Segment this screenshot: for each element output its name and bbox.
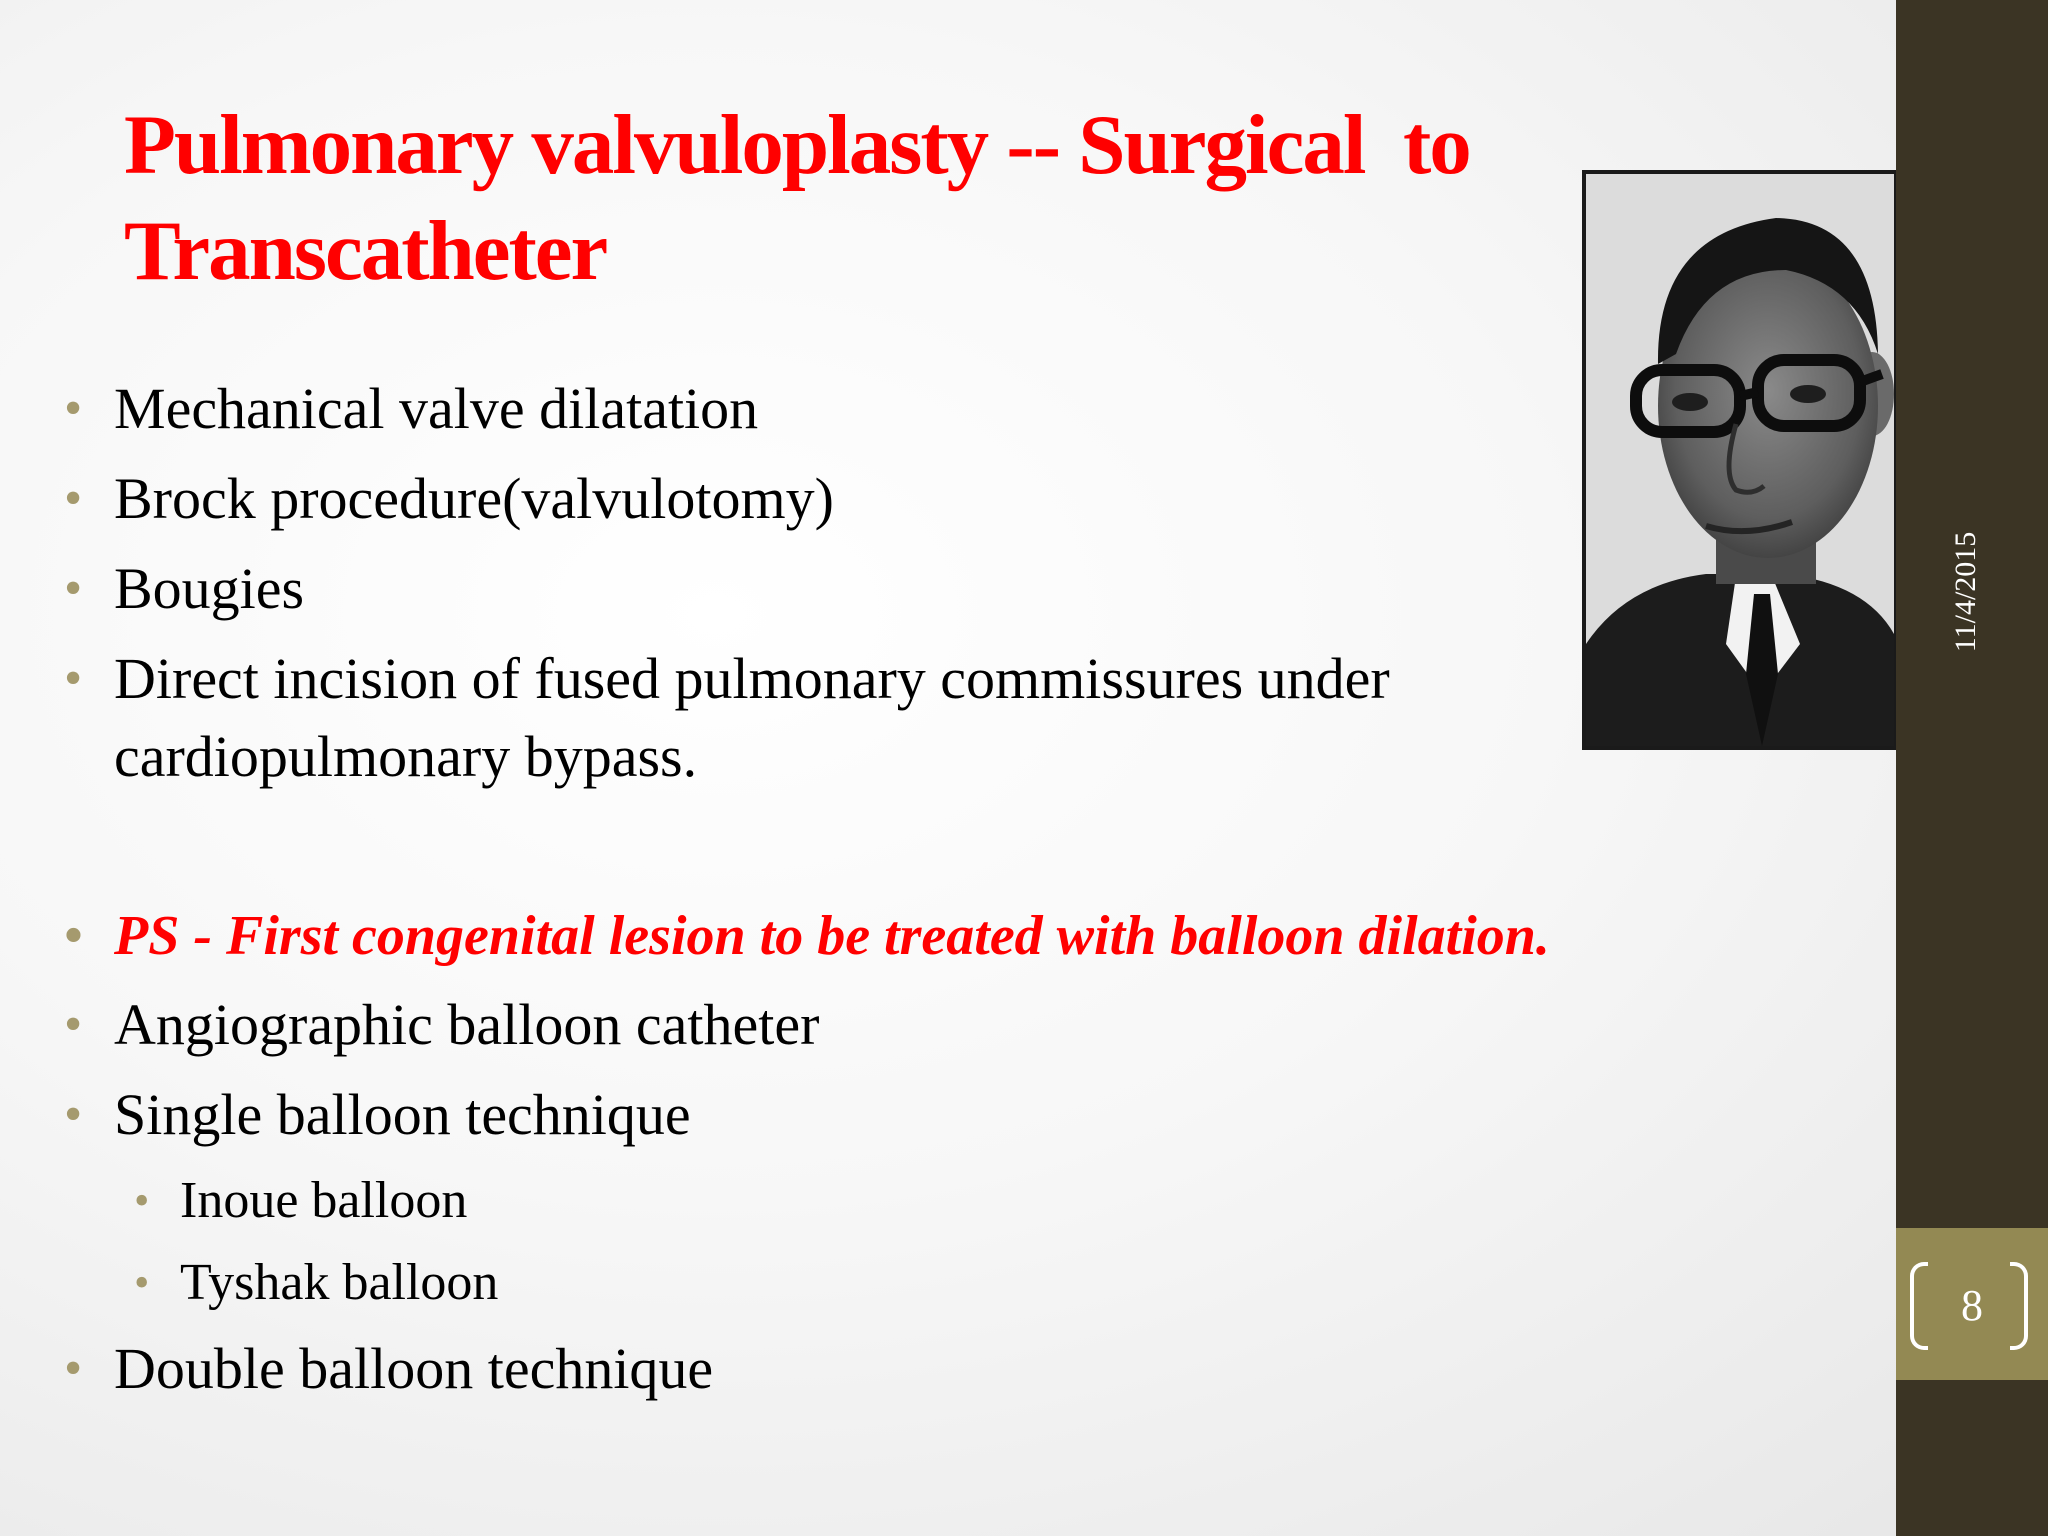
sub-bullet-item: • Inoue balloon bbox=[180, 1166, 467, 1236]
title-line-1: Pulmonary valvuloplasty -- Surgical to bbox=[124, 98, 1470, 192]
bracket-right-icon bbox=[2010, 1262, 2028, 1350]
bullet-item: • Double balloon technique bbox=[114, 1330, 713, 1408]
bullet-item bbox=[114, 640, 1554, 796]
bullet-line: • Direct incision of fused pulmonary commissures under bbox=[114, 646, 1390, 711]
bullet-item: • Mechanical valve dilatation bbox=[114, 370, 758, 448]
bullet-item: • Brock procedure(valvulotomy) bbox=[114, 460, 834, 538]
slide-date: 11/4/2015 bbox=[1949, 531, 1982, 653]
slide-title bbox=[124, 92, 1564, 304]
bullet-item: • Angiographic balloon catheter bbox=[114, 986, 819, 1064]
page-number: 8 bbox=[1961, 1281, 1983, 1330]
portrait-photo-icon bbox=[1582, 170, 1898, 750]
bullet-line: cardiopulmonary bypass. bbox=[114, 724, 698, 789]
portrait-svg bbox=[1586, 174, 1894, 746]
title-line-2: Transcatheter bbox=[124, 204, 607, 298]
bullet-item-highlight: • PS - First congenital lesion to be treated with balloon dilation. bbox=[114, 897, 1550, 975]
bullet-item: • Single balloon technique bbox=[114, 1076, 691, 1154]
bracket-left-icon bbox=[1910, 1262, 1928, 1350]
bullet-item: • Bougies bbox=[114, 550, 304, 628]
sub-bullet-item: • Tyshak balloon bbox=[180, 1248, 498, 1318]
